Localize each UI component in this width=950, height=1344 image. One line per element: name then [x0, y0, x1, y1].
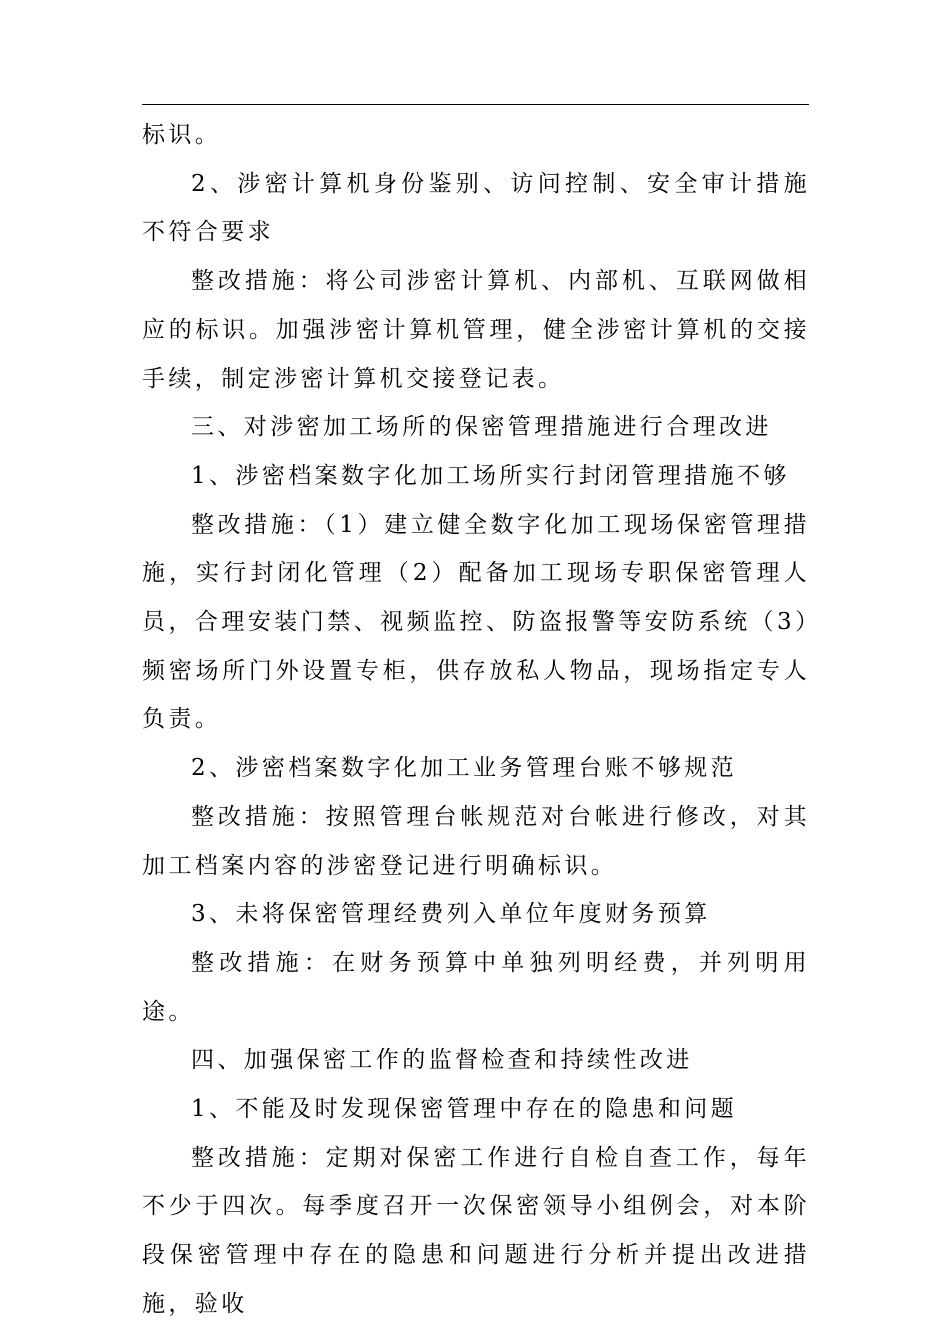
- paragraph-continuation: 标识。: [142, 122, 222, 148]
- paragraph-issue-1-site: 1、涉密档案数字化加工场所实行封闭管理措施不够: [191, 462, 790, 489]
- paragraph-measure-budget: 整改措施：在财务预算中单独列明经费，并列明用途。: [142, 949, 810, 1025]
- header-rule: [142, 104, 809, 105]
- paragraph-issue-2-computer: 2、涉密计算机身份鉴别、访问控制、安全审计措施不符合要求: [142, 170, 810, 246]
- paragraph-issue-3-budget: 3、未将保密管理经费列入单位年度财务预算: [191, 901, 711, 928]
- paragraph-measure-ledger: 整改措施：按照管理台帐规范对台帐进行修改，对其加工档案内容的涉密登记进行明确标识。: [142, 803, 810, 879]
- paragraph-measure-site: 整改措施：（1）建立健全数字化加工现场保密管理措施，实行封闭化管理（2）配备加工现场专职保密管理人员，合理安装门禁、视频监控、防盗报警等安防系统（3）频密场所门外设置专柜，供存放私人物品，现场指定专人负责。: [142, 511, 810, 733]
- paragraph-measure-computer: 整改措施：将公司涉密计算机、内部机、互联网做相应的标识。加强涉密计算机管理，健全涉密计算机的交接手续，制定涉密计算机交接登记表。: [142, 268, 810, 392]
- document-body: [142, 111, 810, 1329]
- paragraph-issue-2-ledger: 2、涉密档案数字化加工业务管理台账不够规范: [191, 755, 738, 782]
- paragraph-measure-hazards: 整改措施：定期对保密工作进行自检自查工作，每年不少于四次。每季度召开一次保密领导小组例会，对本阶段保密管理中存在的隐患和问题进行分析并提出改进措施，验收: [142, 1144, 810, 1317]
- section-heading-4: 四、加强保密工作的监督检查和持续性改进: [191, 1047, 693, 1074]
- section-heading-3: 三、对涉密加工场所的保密管理措施进行合理改进: [191, 414, 772, 441]
- paragraph-issue-1-hazards: 1、不能及时发现保密管理中存在的隐患和问题: [191, 1096, 738, 1123]
